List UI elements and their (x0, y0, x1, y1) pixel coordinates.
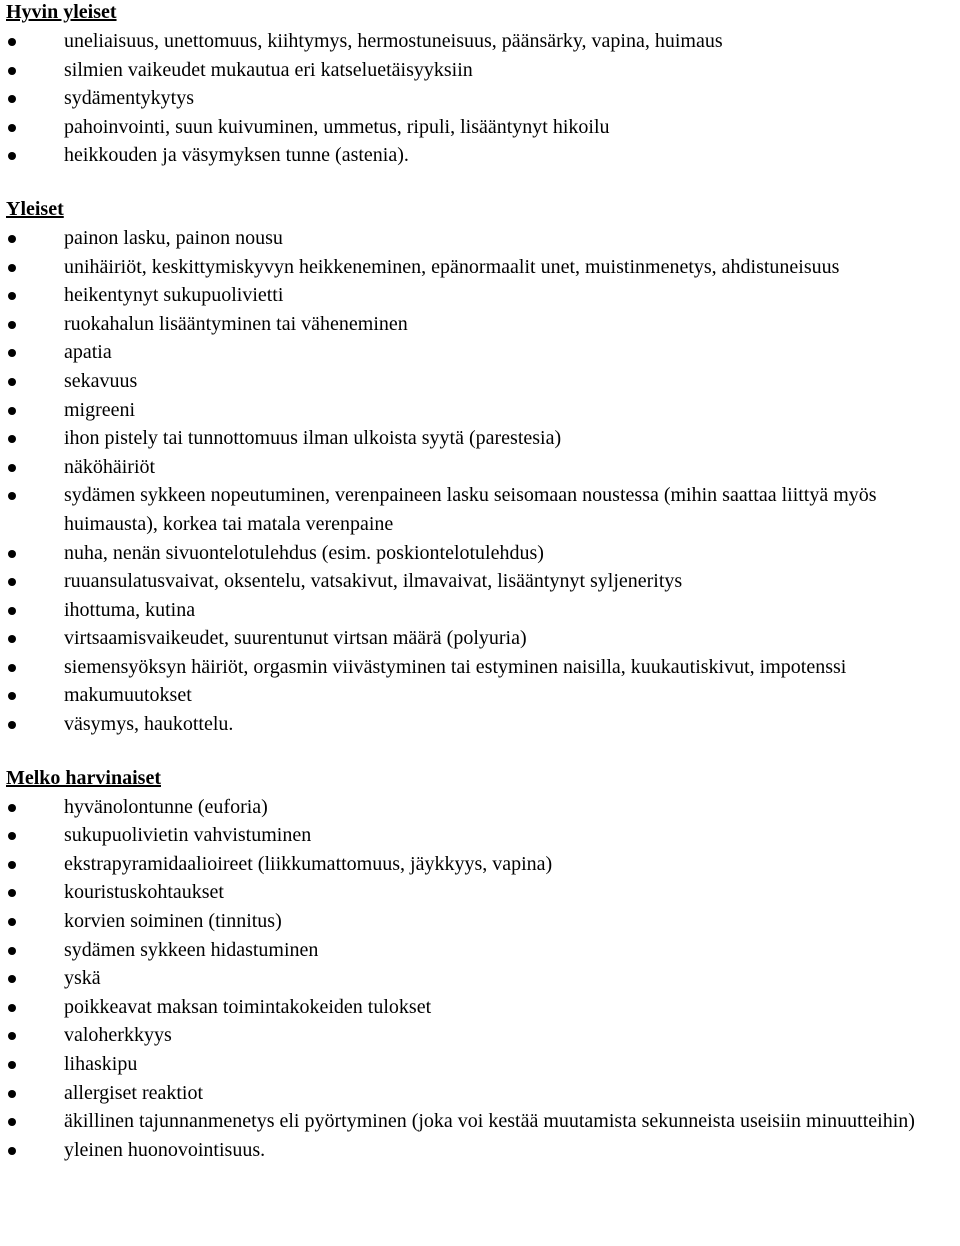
list-item-text: unihäiriöt, keskittymiskyvyn heikkeneminen, epänormaalit unet, muistinmenetys, ahdistuneisuus (64, 255, 840, 278)
side-effect-list-common (6, 224, 960, 739)
list-item-text: ekstrapyramidaalioireet (liikkumattomuus, jäykkyys, vapina) (64, 852, 553, 875)
section-very-common (6, 0, 960, 170)
list-item (6, 113, 960, 142)
list-item (6, 396, 960, 425)
list-item (6, 424, 960, 453)
bullet-icon (8, 1118, 16, 1126)
list-item (6, 681, 960, 710)
list-item-text: poikkeavat maksan toimintakokeiden tulokset (64, 995, 432, 1018)
list-item-text: makumuutokset (64, 684, 192, 707)
bullet-icon (8, 832, 16, 840)
bullet-icon (8, 947, 16, 955)
bullet-icon (8, 889, 16, 897)
list-item-text: sydämentykytys (64, 87, 194, 110)
bullet-icon (8, 264, 16, 272)
bullet-icon (8, 67, 16, 75)
list-item (6, 850, 960, 879)
list-item (6, 1079, 960, 1108)
bullet-icon (8, 349, 16, 357)
list-item-text: yskä (64, 967, 101, 990)
list-item-text: sydämen sykkeen hidastuminen (64, 938, 319, 961)
list-item (6, 653, 960, 682)
bullet-icon (8, 664, 16, 672)
list-item-text: kouristuskohtaukset (64, 881, 224, 904)
list-item-text: uneliaisuus, unettomuus, kiihtymys, hermostuneisuus, päänsärky, vapina, huimaus (64, 30, 723, 52)
list-item (6, 310, 960, 339)
side-effect-list-uncommon (6, 793, 960, 1165)
section-heading-very-common: Hyvin yleiset (6, 1, 117, 23)
list-item (6, 1050, 960, 1079)
list-item (6, 624, 960, 653)
bullet-icon (8, 721, 16, 729)
bullet-icon (8, 38, 16, 46)
bullet-icon (8, 124, 16, 132)
list-item (6, 453, 960, 482)
list-item (6, 367, 960, 396)
section-common (6, 197, 960, 739)
list-item (6, 907, 960, 936)
list-item-text: lihaskipu (64, 1053, 138, 1075)
bullet-icon (8, 607, 16, 615)
list-item-text: ruokahalun lisääntyminen tai väheneminen (64, 312, 408, 335)
list-item-text: heikkouden ja väsymyksen tunne (astenia). (64, 144, 409, 167)
list-item (6, 878, 960, 907)
list-item (6, 596, 960, 625)
bullet-icon (8, 918, 16, 926)
list-item (6, 253, 960, 282)
list-item-text: allergiset reaktiot (64, 1081, 204, 1104)
list-item (6, 993, 960, 1022)
list-item-text: virtsaamisvaikeudet, suurentunut virtsan määrä (polyuria) (64, 627, 527, 650)
list-item-text: yleinen huonovointisuus. (64, 1138, 266, 1161)
bullet-icon (8, 578, 16, 586)
list-item (6, 539, 960, 568)
list-item (6, 481, 960, 538)
list-item-text: äkillinen tajunnanmenetys eli pyörtyminen (joka voi kestää muutamista sekunneista useisiin minuutteihin) (64, 1110, 915, 1133)
list-item-text: migreeni (64, 398, 136, 421)
list-item-text: sydämen sykkeen nopeutuminen, verenpaineen lasku seisomaan noustessa (mihin saattaa liittyä myös huimausta), korkea tai matala verenpaine (64, 484, 877, 535)
bullet-icon (8, 550, 16, 558)
bullet-icon (8, 95, 16, 103)
bullet-icon (8, 152, 16, 160)
list-item-text: korvien soiminen (tinnitus) (64, 910, 282, 933)
bullet-icon (8, 1090, 16, 1098)
bullet-icon (8, 692, 16, 700)
section-uncommon (6, 766, 960, 1165)
list-item (6, 84, 960, 113)
list-item-text: sekavuus (64, 369, 138, 392)
bullet-icon (8, 407, 16, 415)
section-heading-uncommon: Melko harvinaiset (6, 766, 161, 789)
list-item-text: väsymys, haukottelu. (64, 713, 234, 736)
bullet-icon (8, 464, 16, 472)
list-item-text: hyvänolontunne (euforia) (64, 795, 268, 818)
list-item-text: nuha, nenän sivuontelotulehdus (esim. poskiontelotulehdus) (64, 541, 544, 564)
list-item-text: siemensyöksyn häiriöt, orgasmin viivästyminen tai estyminen naisilla, kuukautiskivut, impotenssi (64, 655, 847, 678)
bullet-icon (8, 492, 16, 500)
bullet-icon (8, 804, 16, 812)
list-item-text: sukupuolivietin vahvistuminen (64, 824, 312, 847)
list-item (6, 1107, 960, 1136)
list-item-text: ruuansulatusvaivat, oksentelu, vatsakivut, ilmavaivat, lisääntynyt syljeneritys (64, 570, 683, 593)
bullet-icon (8, 321, 16, 329)
bullet-icon (8, 235, 16, 243)
list-item (6, 27, 960, 56)
bullet-icon (8, 435, 16, 443)
list-item-text: näköhäiriöt (64, 455, 156, 478)
bullet-icon (8, 861, 16, 869)
section-heading-common: Yleiset (6, 197, 64, 220)
list-item (6, 710, 960, 739)
list-item (6, 964, 960, 993)
side-effect-list-very-common (6, 27, 960, 170)
list-item-text: pahoinvointi, suun kuivuminen, ummetus, ripuli, lisääntynyt hikoilu (64, 115, 610, 138)
bullet-icon (8, 378, 16, 386)
list-item (6, 936, 960, 965)
list-item (6, 821, 960, 850)
list-item-text: apatia (64, 341, 112, 364)
list-item-text: heikentynyt sukupuolivietti (64, 284, 284, 307)
list-item (6, 793, 960, 822)
list-item-text: valoherkkyys (64, 1024, 172, 1047)
list-item (6, 1021, 960, 1050)
list-item-text: silmien vaikeudet mukautua eri katseluetäisyyksiin (64, 58, 473, 81)
bullet-icon (8, 292, 16, 300)
bullet-icon (8, 1061, 16, 1069)
bullet-icon (8, 635, 16, 643)
list-item (6, 1136, 960, 1165)
list-item (6, 338, 960, 367)
list-item-text: ihottuma, kutina (64, 598, 196, 621)
bullet-icon (8, 1032, 16, 1040)
list-item-text: ihon pistely tai tunnottomuus ilman ulkoista syytä (parestesia) (64, 427, 562, 450)
list-item (6, 56, 960, 85)
list-item (6, 567, 960, 596)
list-item (6, 224, 960, 253)
bullet-icon (8, 1004, 16, 1012)
list-item (6, 141, 960, 170)
bullet-icon (8, 975, 16, 983)
list-item-text: painon lasku, painon nousu (64, 226, 283, 249)
bullet-icon (8, 1147, 16, 1155)
list-item (6, 281, 960, 310)
